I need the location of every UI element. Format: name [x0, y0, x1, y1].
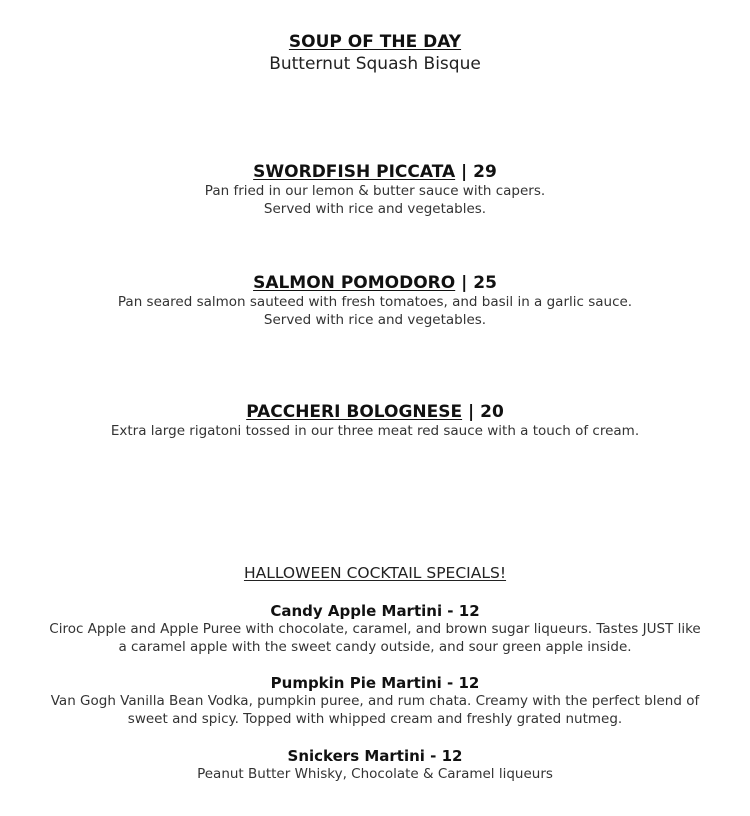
dish-price: | 25 [455, 273, 497, 293]
cocktail-name: Pumpkin Pie Martini - 12 [270, 674, 480, 692]
dish-description-line: Served with rice and vegetables. [263, 311, 487, 328]
dish-title [0, 161, 750, 183]
soup-name: Butternut Squash Bisque [269, 54, 481, 74]
soup-section [0, 31, 750, 75]
cocktail-heading: HALLOWEEN COCKTAIL SPECIALS! [243, 564, 507, 582]
dish-salmon-pomodoro [0, 272, 750, 329]
dish-name: SWORDFISH PICCATA [253, 162, 456, 182]
dish-swordfish-piccata [0, 161, 750, 218]
dish-name: SALMON POMODORO [253, 273, 456, 293]
dish-paccheri-bolognese [0, 401, 750, 441]
dish-title [0, 272, 750, 294]
cocktail-section-heading [0, 563, 750, 583]
dish-description-line: Extra large rigatoni tossed in our three meat red sauce with a touch of cream. [110, 423, 640, 439]
cocktail-description-line: a caramel apple with the sweet candy outside, and sour green apple inside. [118, 638, 632, 655]
dish-description-line: Pan seared salmon sauteed with fresh tomatoes, and basil in a garlic sauce. [117, 294, 633, 310]
dish-price: | 20 [462, 402, 504, 422]
cocktail-pumpkin-pie-martini [0, 673, 750, 728]
dish-price: | 29 [455, 162, 497, 182]
dish-title [0, 401, 750, 423]
soup-title: SOUP OF THE DAY [288, 32, 462, 52]
cocktail-snickers-martini [0, 746, 750, 784]
cocktail-name: Candy Apple Martini - 12 [270, 602, 480, 620]
dish-description-line: Served with rice and vegetables. [263, 200, 487, 217]
cocktail-description-line: Van Gogh Vanilla Bean Vodka, pumpkin puree, and rum chata. Creamy with the perfect blend of [50, 693, 700, 709]
cocktail-name: Snickers Martini - 12 [287, 747, 463, 765]
cocktail-description-line: Ciroc Apple and Apple Puree with chocolate, caramel, and brown sugar liqueurs. Tastes JUST like [49, 621, 701, 637]
cocktail-description-line: Peanut Butter Whisky, Chocolate & Caramel liqueurs [197, 766, 553, 782]
cocktail-candy-apple-martini [0, 601, 750, 656]
cocktail-description-line: sweet and spicy. Topped with whipped cream and freshly grated nutmeg. [127, 710, 623, 727]
dish-description-line: Pan fried in our lemon & butter sauce with capers. [204, 183, 546, 199]
dish-name: PACCHERI BOLOGNESE [246, 402, 463, 422]
